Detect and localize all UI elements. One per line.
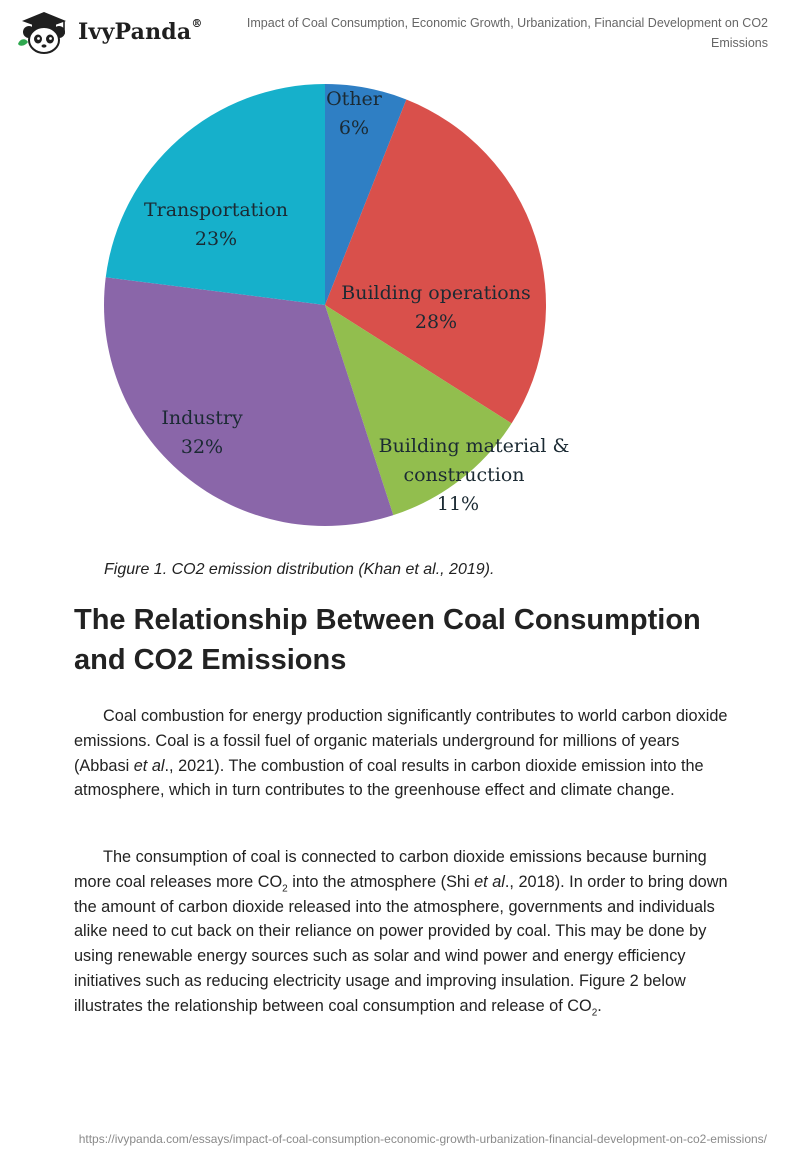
brand-name: IvyPanda® (78, 17, 203, 45)
pie-label-building-operations: Building operations 28% (341, 282, 531, 333)
document-title: Impact of Coal Consumption, Economic Growth, Urbanization, Financial Development on CO2 Emissions (246, 16, 768, 50)
source-url[interactable]: https://ivypanda.com/essays/impact-of-coal-consumption-economic-growth-urbanization-financial-development-on-co2-emissions/ (78, 1132, 767, 1146)
pie-label-transportation: Transportation 23% (143, 199, 289, 250)
figure-caption: Figure 1. CO2 emission distribution (Khan et al., 2019). (104, 561, 495, 578)
pie-label-other: Other 6% (326, 88, 382, 139)
paragraph-2: The consumption of coal is connected to carbon dioxide emissions because burning more coal releases more $CO_2$ into the atmosphere (Shi et al., 2018). In order to bring down the amount of carbon dioxide released into the atmosphere, governments and individuals alike need to cut back on their reliance on power provided by coal. This may be done by using renewable energy sources such as solar and wind power and energy efficiency initiatives such as reducing electricity usage and improving insulation. Figure 2 below illustrates the relationship between coal consumption and release of $CO_2$. (74, 848, 728, 1019)
pie-label-industry: Industry 32% (161, 407, 243, 458)
pie-slice-transportation (106, 84, 325, 305)
pie-chart (90, 78, 580, 533)
section-heading: The Relationship Between Coal Consumption and CO2 Emissions (74, 604, 701, 676)
panda-logo-icon (14, 8, 74, 56)
pie-chart-svg (90, 78, 580, 533)
pie-label-building-material-construction: Building material & construction 11% (378, 435, 570, 515)
page-header (0, 0, 800, 60)
paragraph-1: Coal combustion for energy production significantly contributes to world carbon dioxide emissions. Coal is a fossil fuel of organic materials underground for millions of years (Abbasi et al., 2021). The combustion of coal results in carbon dioxide emission into the atmosphere, which in turn contributes to the greenhouse effect and climate change. (74, 707, 728, 800)
ivypanda-logo[interactable] (14, 8, 203, 56)
